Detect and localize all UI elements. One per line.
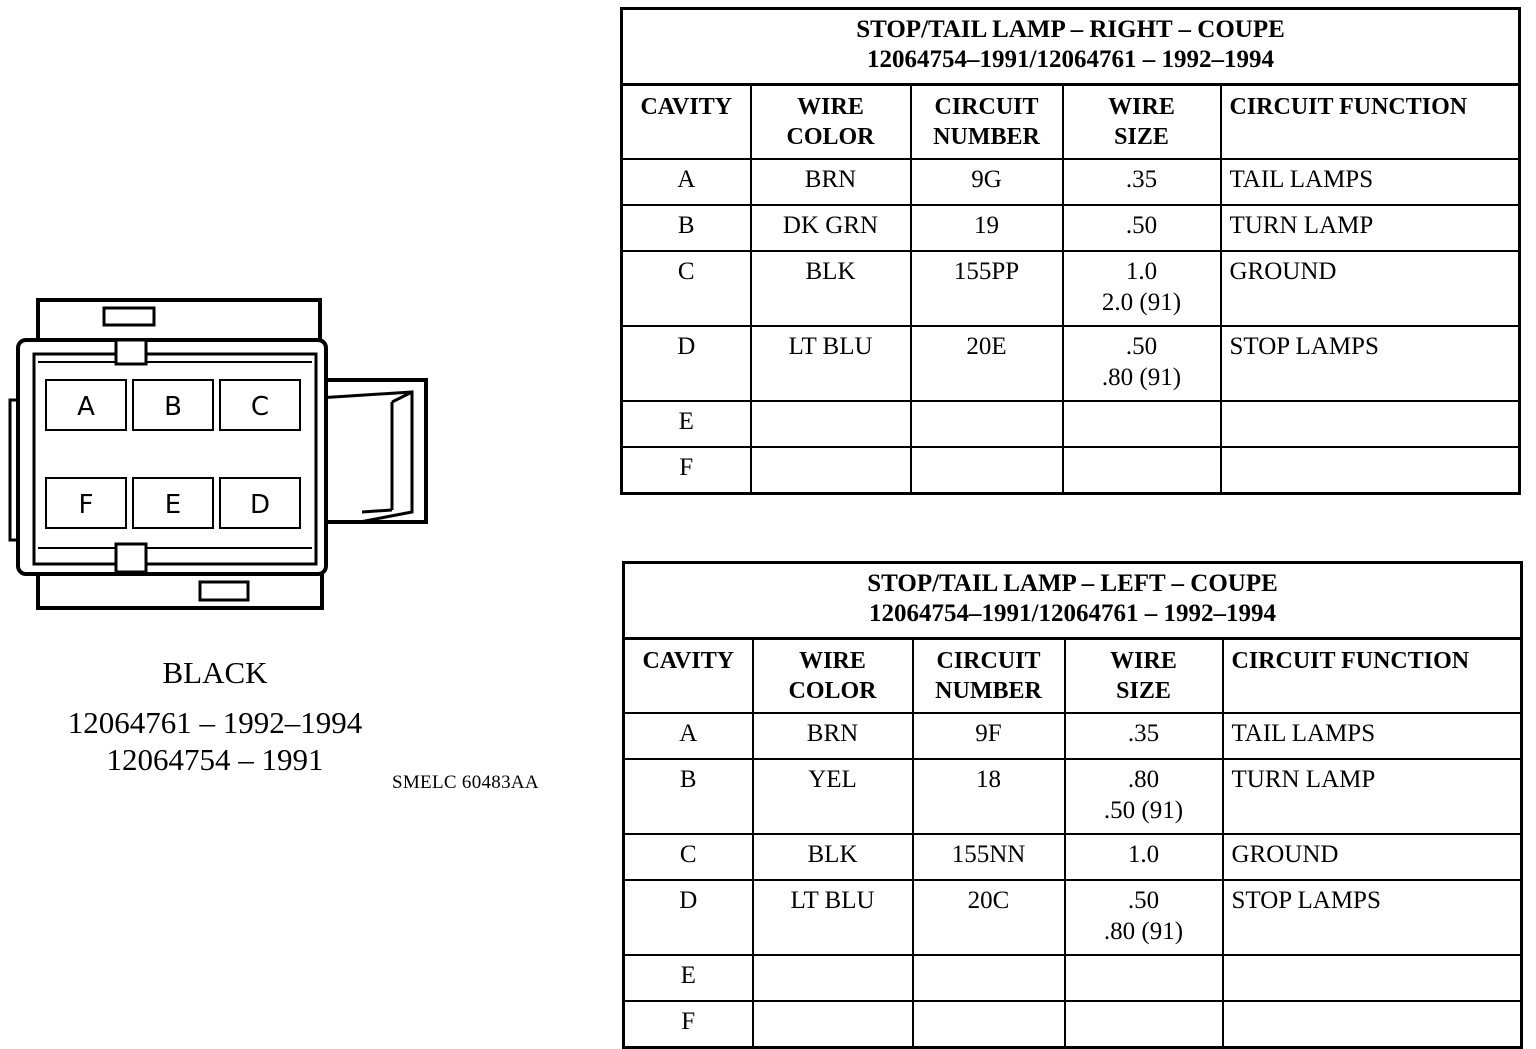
cell-wire-size: .80 .50 (91)	[1065, 759, 1223, 834]
cell-cavity: D	[622, 326, 751, 401]
header-circuit-function: CIRCUIT FUNCTION	[1223, 639, 1522, 714]
cell-circuit-number: 155NN	[913, 834, 1065, 880]
cell-cavity: F	[622, 447, 751, 494]
header-cavity: CAVITY	[624, 639, 753, 714]
table-row	[624, 880, 1522, 955]
cell-circuit-function: TAIL LAMPS	[1223, 713, 1522, 759]
header-wire-size: WIRE SIZE	[1065, 639, 1223, 714]
header-wire-color: WIRE COLOR	[753, 639, 913, 714]
cell-wire-size: .35	[1063, 159, 1221, 205]
pinout-table-left	[622, 561, 1523, 1049]
cell-cavity: D	[624, 880, 753, 955]
table-row	[622, 447, 1520, 494]
connector-diagram	[0, 290, 450, 630]
cell-circuit-number: 155PP	[911, 251, 1063, 326]
table-row	[624, 713, 1522, 759]
cell-wire-color: LT BLU	[753, 880, 913, 955]
cell-wire-size: .35	[1065, 713, 1223, 759]
cell-circuit-number	[913, 955, 1065, 1001]
cell-wire-size	[1063, 401, 1221, 447]
table-title-line2: 12064754–1991/12064761 – 1992–1994	[869, 600, 1276, 627]
cell-circuit-number	[913, 1001, 1065, 1048]
header-circuit-number: CIRCUIT NUMBER	[911, 85, 1063, 160]
cell-circuit-number: 9G	[911, 159, 1063, 205]
cell-circuit-function: TURN LAMP	[1223, 759, 1522, 834]
cell-circuit-number: 18	[913, 759, 1065, 834]
cell-wire-color	[753, 955, 913, 1001]
cell-circuit-function	[1223, 1001, 1522, 1048]
bottom-latch-slot	[200, 582, 248, 600]
cell-cavity: C	[624, 834, 753, 880]
cell-cavity: A	[622, 159, 751, 205]
cell-circuit-function	[1223, 955, 1522, 1001]
connector-body	[18, 340, 326, 574]
cell-wire-color: BRN	[751, 159, 911, 205]
cell-circuit-number: 20C	[913, 880, 1065, 955]
cell-wire-color: DK GRN	[751, 205, 911, 251]
cavity-label-e: E	[164, 490, 182, 520]
table-row	[624, 1001, 1522, 1048]
cell-cavity: C	[622, 251, 751, 326]
cell-wire-color	[751, 401, 911, 447]
table-row	[622, 159, 1520, 205]
cell-circuit-number	[911, 447, 1063, 494]
cell-circuit-number: 19	[911, 205, 1063, 251]
connector-color-label: BLACK	[162, 655, 268, 690]
cell-wire-size: 1.0	[1065, 834, 1223, 880]
cell-wire-size: .50	[1063, 205, 1221, 251]
cell-circuit-number	[911, 401, 1063, 447]
cell-wire-color: BRN	[753, 713, 913, 759]
table-row	[622, 401, 1520, 447]
header-circuit-function: CIRCUIT FUNCTION	[1221, 85, 1520, 160]
table-row	[624, 955, 1522, 1001]
cell-wire-size	[1063, 447, 1221, 494]
table-row	[624, 759, 1522, 834]
cell-wire-color: BLK	[751, 251, 911, 326]
cell-wire-size: .50 .80 (91)	[1063, 326, 1221, 401]
header-wire-color: WIRE COLOR	[751, 85, 911, 160]
cell-wire-color: BLK	[753, 834, 913, 880]
cell-wire-size	[1065, 955, 1223, 1001]
cell-cavity: A	[624, 713, 753, 759]
pinout-table-right	[620, 7, 1521, 495]
table-row	[622, 251, 1520, 326]
cell-circuit-function	[1221, 447, 1520, 494]
cell-wire-size	[1065, 1001, 1223, 1048]
table-row	[624, 834, 1522, 880]
bottom-key	[116, 544, 146, 572]
header-circuit-number: CIRCUIT NUMBER	[913, 639, 1065, 714]
cell-circuit-function: STOP LAMPS	[1221, 326, 1520, 401]
cavity-label-d: D	[249, 490, 271, 520]
table-title	[622, 9, 1520, 85]
table-row	[622, 326, 1520, 401]
figure-reference: SMELC 60483AA	[392, 772, 539, 793]
cavity-label-b: B	[164, 392, 182, 422]
table-row	[622, 205, 1520, 251]
cavity-label-a: A	[77, 392, 95, 422]
cell-circuit-function: GROUND	[1223, 834, 1522, 880]
cell-cavity: E	[622, 401, 751, 447]
cell-circuit-function: TAIL LAMPS	[1221, 159, 1520, 205]
header-cavity: CAVITY	[622, 85, 751, 160]
cell-circuit-function: STOP LAMPS	[1223, 880, 1522, 955]
table-title-line1: STOP/TAIL LAMP – RIGHT – COUPE	[856, 16, 1285, 43]
cell-cavity: F	[624, 1001, 753, 1048]
cell-circuit-number: 20E	[911, 326, 1063, 401]
connector-part-number-1: 12064761 – 1992–1994	[67, 705, 363, 740]
cell-wire-size: .50 .80 (91)	[1065, 880, 1223, 955]
top-latch-slot	[104, 308, 154, 325]
cell-wire-color: YEL	[753, 759, 913, 834]
table-title	[624, 563, 1522, 639]
cell-circuit-number: 9F	[913, 713, 1065, 759]
cavity-label-f: F	[78, 490, 94, 520]
cell-circuit-function: TURN LAMP	[1221, 205, 1520, 251]
cell-circuit-function	[1221, 401, 1520, 447]
cell-wire-color	[751, 447, 911, 494]
cell-wire-color	[753, 1001, 913, 1048]
top-key	[116, 340, 146, 364]
cell-circuit-function: GROUND	[1221, 251, 1520, 326]
connector-top-tab	[38, 300, 320, 342]
cell-wire-size: 1.0 2.0 (91)	[1063, 251, 1221, 326]
table-title-line2: 12064754–1991/12064761 – 1992–1994	[867, 46, 1274, 73]
cavity-label-c: C	[250, 392, 270, 422]
table-title-line1: STOP/TAIL LAMP – LEFT – COUPE	[867, 570, 1278, 597]
cell-cavity: B	[624, 759, 753, 834]
connector-part-number-2: 12064754 – 1991	[106, 742, 324, 777]
cell-cavity: E	[624, 955, 753, 1001]
header-wire-size: WIRE SIZE	[1063, 85, 1221, 160]
cell-cavity: B	[622, 205, 751, 251]
cell-wire-color: LT BLU	[751, 326, 911, 401]
